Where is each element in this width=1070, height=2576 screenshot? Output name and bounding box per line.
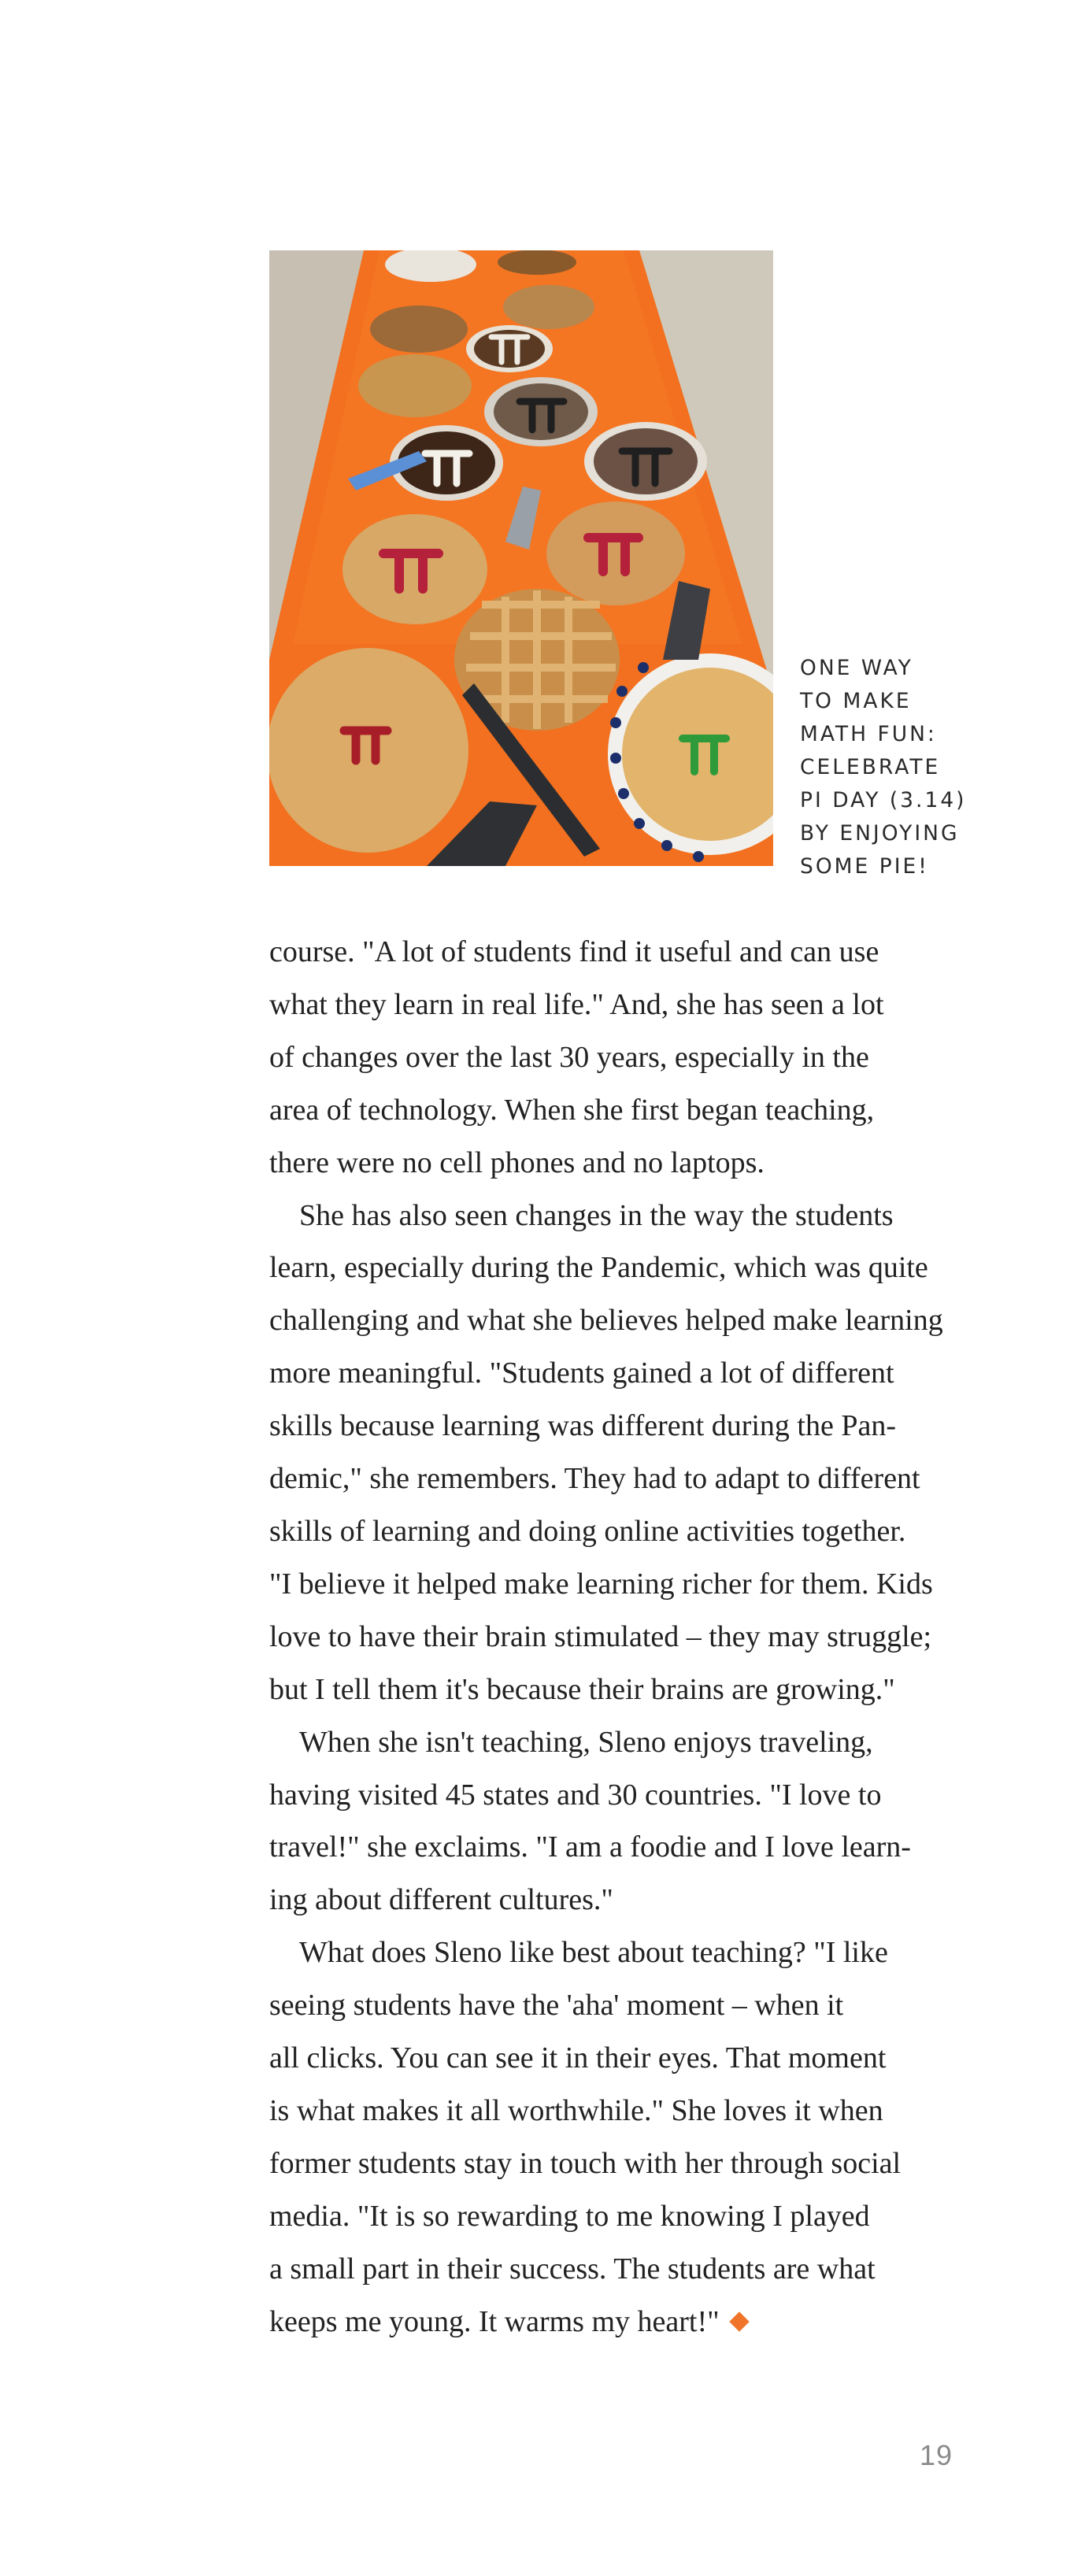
text-line: She has also seen changes in the way the students <box>299 1198 894 1232</box>
article-body <box>269 926 998 2348</box>
caption-line: PI DAY (3.14) <box>800 788 967 812</box>
text-line: What does Sleno like best about teaching? "I like <box>299 1936 888 1970</box>
caption-line: CELEBRATE <box>800 755 941 779</box>
text-line-last: keeps me young. It warms my heart!" <box>269 2304 720 2338</box>
page-number: 19 <box>920 2439 953 2471</box>
article-paragraph <box>269 1926 998 2348</box>
text-line: having visited 45 states and 30 countries. "I love to <box>269 1778 882 1812</box>
text-line: skills because learning was different during the Pan- <box>269 1409 897 1443</box>
photo-caption <box>800 652 1036 883</box>
text-line: skills of learning and doing online activities together. <box>269 1514 906 1548</box>
text-line: more meaningful. "Students gained a lot of different <box>269 1356 894 1390</box>
text-line: love to have their brain stimulated – they may struggle; <box>269 1619 932 1653</box>
caption-line: SOME PIE! <box>800 854 929 879</box>
caption-line: ONE WAY <box>800 656 913 680</box>
text-line: challenging and what she believes helped make learning <box>269 1304 943 1338</box>
text-line: When she isn't teaching, Sleno enjoys traveling, <box>299 1725 873 1759</box>
text-line: what they learn in real life." And, she has seen a lot <box>269 987 884 1021</box>
text-line: course. "A lot of students find it useful and can use <box>269 935 879 968</box>
text-line: former students stay in touch with her through social <box>269 2146 902 2180</box>
text-line: all clicks. You can see it in their eyes. That moment <box>269 2041 887 2075</box>
article-paragraph <box>269 1716 998 1927</box>
text-line: demic," she remembers. They had to adapt to different <box>269 1462 920 1496</box>
text-line: seeing students have the 'aha' moment – when it <box>269 1989 844 2023</box>
pie-table-photo <box>269 250 773 866</box>
article-paragraph <box>269 1190 998 1716</box>
text-line: travel!" she exclaims. "I am a foodie and I love learn- <box>269 1830 911 1864</box>
text-line: of changes over the last 30 years, especially in the <box>269 1040 869 1074</box>
article-paragraph <box>269 926 998 1190</box>
text-line: "I believe it helped make learning richer for them. Kids <box>269 1567 933 1601</box>
text-line: but I tell them it's because their brains are growing." <box>269 1672 895 1706</box>
caption-line: MATH FUN: <box>800 722 937 746</box>
text-line: a small part in their success. The students are what <box>269 2252 876 2285</box>
caption-line: TO MAKE <box>800 689 912 713</box>
text-line <box>269 2296 998 2348</box>
pie-table-image <box>269 250 773 866</box>
text-line: media. "It is so rewarding to me knowing I played <box>269 2199 870 2233</box>
text-line: ing about different cultures." <box>269 1883 613 1917</box>
text-line: area of technology. When she first began teaching, <box>269 1093 875 1127</box>
text-line: is what makes it all worthwhile." She loves it when <box>269 2093 883 2127</box>
text-line: learn, especially during the Pandemic, which was quite <box>269 1251 928 1285</box>
caption-line: BY ENJOYING <box>800 821 960 846</box>
diamond-icon <box>729 2311 749 2331</box>
text-line: there were no cell phones and no laptops. <box>269 1146 765 1179</box>
